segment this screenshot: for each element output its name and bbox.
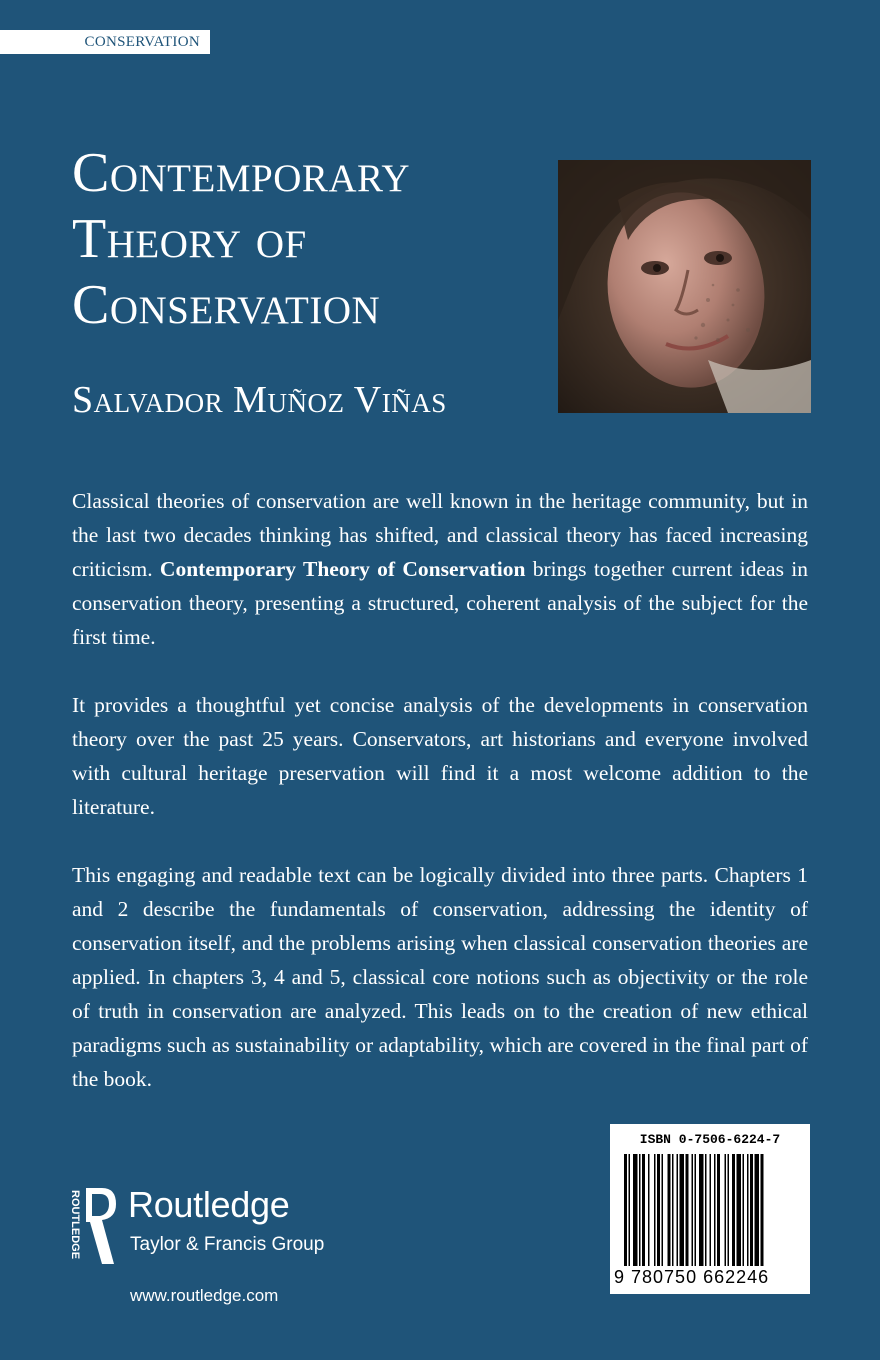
barcode-stripe <box>743 1154 745 1266</box>
barcode-stripe <box>692 1154 694 1266</box>
barcode-stripe <box>761 1154 764 1266</box>
barcode-stripe <box>624 1154 627 1266</box>
author-name: Salvador Muñoz Viñas <box>72 379 447 421</box>
publisher-block <box>62 1186 362 1306</box>
barcode-stripe <box>705 1154 707 1266</box>
barcode-stripe <box>695 1154 697 1266</box>
blurb-paragraph-1 <box>72 484 808 654</box>
barcode-stripe <box>755 1154 760 1266</box>
barcode-stripe <box>732 1154 735 1266</box>
title-line-3: Conservation <box>72 274 381 336</box>
barcode-stripe <box>672 1154 674 1266</box>
barcode-bars <box>624 1154 800 1266</box>
barcode-stripe <box>629 1154 631 1266</box>
book-title <box>72 140 410 338</box>
barcode-stripe <box>747 1154 749 1266</box>
barcode-stripe <box>648 1154 650 1266</box>
barcode-stripe <box>662 1154 664 1266</box>
publisher-name: Routledge <box>128 1184 290 1225</box>
isbn-label: ISBN 0-7506-6224-7 <box>639 1132 781 1147</box>
barcode-stripe <box>728 1154 730 1266</box>
blurb-p1-text-a: Classical theories of conservation are well known in the heritage community, but in the last two decades thinking has shifted, and classical theory has faced increasing criticism. <box>72 489 808 581</box>
barcode-stripe <box>750 1154 753 1266</box>
barcode-stripe <box>737 1154 742 1266</box>
barcode-digits: 9 780750 662246 <box>614 1267 770 1287</box>
cover-portrait-image <box>558 160 811 413</box>
barcode-stripe <box>668 1154 671 1266</box>
barcode-stripe <box>714 1154 716 1266</box>
publisher-url: www.routledge.com <box>130 1286 279 1305</box>
barcode-stripe <box>686 1154 689 1266</box>
publisher-group: Taylor & Francis Group <box>130 1234 325 1255</box>
series-tag: CONSERVATION <box>0 30 210 54</box>
barcode-stripe <box>633 1154 638 1266</box>
routledge-logo-icon <box>62 1186 120 1266</box>
back-cover-blurb <box>72 484 808 1130</box>
barcode-stripe <box>654 1154 656 1266</box>
title-line-1: Contemporary <box>72 142 411 204</box>
isbn-barcode <box>610 1124 810 1294</box>
barcode-stripe <box>642 1154 645 1266</box>
barcode-stripe <box>657 1154 660 1266</box>
barcode-stripe <box>699 1154 704 1266</box>
blurb-paragraph-2: It provides a thoughtful yet concise analysis of the developments in conservation theory over the past 25 years. Conservators, art historians and everyone involved with cultural heritage preservation will find it a most welcome addition to the literature. <box>72 693 808 819</box>
barcode-stripe <box>677 1154 679 1266</box>
barcode-stripe <box>680 1154 685 1266</box>
blurb-p1-bold-title: Contemporary Theory of Conservation <box>159 557 526 581</box>
barcode-stripe <box>717 1154 720 1266</box>
barcode-stripe <box>725 1154 727 1266</box>
svg-text:ROUTLEDGE: ROUTLEDGE <box>69 1190 81 1260</box>
barcode-stripe <box>639 1154 641 1266</box>
blurb-paragraph-3: This engaging and readable text can be logically divided into three parts. Chapters 1 and 2 describe the fundamentals of conservation, addressing the identity of conservation itself, and the problems arising when classical conservation theories are applied. In chapters 3, 4 and 5, classical core notions such as objectivity or the role of truth in conservation are analyzed. This leads on to the creation of new ethical paradigms such as sustainability or adaptability, which are covered in the final part of the book. <box>72 863 808 1091</box>
blurb-p1-text-b: brings together current ideas in conservation theory, presenting a structured, coherent analysis of the subject for the first time. <box>72 557 808 649</box>
barcode-stripe <box>710 1154 712 1266</box>
title-line-2: Theory of <box>72 208 307 270</box>
